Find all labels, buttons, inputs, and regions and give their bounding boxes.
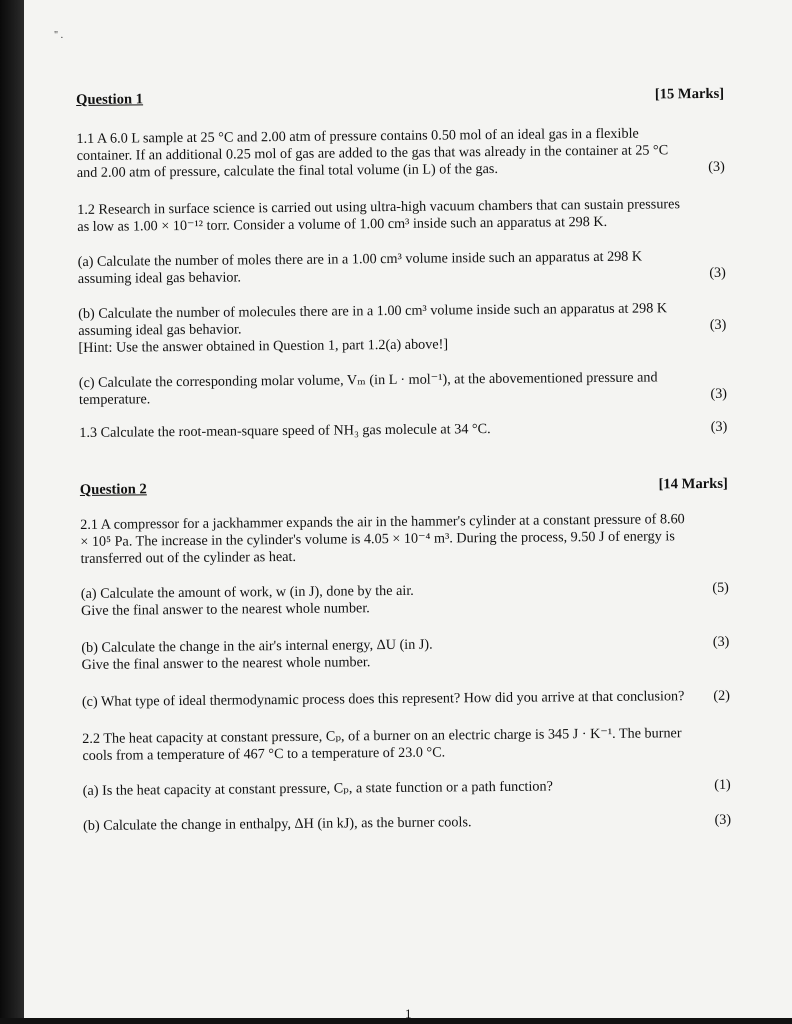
question-marks: (3) xyxy=(714,811,732,828)
question-text: (b) Calculate the change in enthalpy, ΔH (in kJ), as the burner cools. xyxy=(83,814,472,834)
question-2-1-a xyxy=(81,580,729,620)
question-1-marks: [15 Marks] xyxy=(654,85,725,103)
question-1-2 xyxy=(77,196,725,236)
page-number: 1 xyxy=(405,1006,412,1021)
question-text: (c) Calculate the corresponding molar volume, Vₘ (in L · mol⁻¹), at the abovementioned pressure and temperature. xyxy=(78,369,658,408)
question-text: 1.2 Research in surface science is carried out using ultra-high vacuum chambers that can sustain pressures as low as 1.00 × 10⁻¹² torr. Consider a volume of 1.00 cm³ inside such an apparatus at 298 K. xyxy=(77,196,681,235)
question-marks: (1) xyxy=(714,776,731,793)
question-note: Give the final answer to the nearest whole number. xyxy=(80,600,370,619)
exam-content xyxy=(76,80,731,835)
question-text: (a) Calculate the number of moles there are in a 1.00 cm³ volume inside such an apparatus at 298 K assuming ideal gas behavior. xyxy=(77,248,643,287)
question-1-2-b xyxy=(78,300,726,357)
question-2-1-c xyxy=(82,688,730,711)
question-1-1 xyxy=(76,125,724,182)
question-1-2-c xyxy=(79,369,727,409)
question-text: (b) Calculate the change in the air's internal energy, ΔU (in J). xyxy=(81,636,433,656)
question-text: (a) Is the heat capacity at constant pressure, Cₚ, a state function or a path function? xyxy=(82,778,553,799)
scan-border-left xyxy=(0,0,24,1024)
question-hint: [Hint: Use the answer obtained in Question 1, part 1.2(a) above!] xyxy=(78,336,449,356)
scan-specks: " . xyxy=(54,30,64,41)
question-1-3 xyxy=(79,419,727,442)
question-1-2-a xyxy=(78,248,726,288)
question-1-title: Question 1 xyxy=(76,91,144,108)
question-2-title: Question 2 xyxy=(79,481,147,498)
question-2-1-b xyxy=(81,634,729,674)
question-marks: (2) xyxy=(713,687,730,704)
question-text: (b) Calculate the number of molecules there are in a 1.00 cm³ volume inside such an apparatus at 298 K assuming ideal gas behavior. xyxy=(78,300,668,339)
question-2-marks: [14 Marks] xyxy=(658,475,728,493)
question-1-header xyxy=(76,86,724,109)
question-marks: (3) xyxy=(710,418,728,435)
question-text: 2.2 The heat capacity at constant pressure, Cₚ, of a burner on an electric charge is 345 J · K⁻¹. The burner cools from a temperature of 467 °C to a temperature of 23.0 °C. xyxy=(82,725,682,764)
question-note: Give the final answer to the nearest whole number. xyxy=(81,654,371,673)
question-text: 1.3 Calculate the root-mean-square speed of NH₃ gas molecule at 34 °C. xyxy=(79,421,491,441)
question-marks: (3) xyxy=(708,158,725,175)
scan-border-bottom xyxy=(0,1018,792,1024)
question-text: 2.1 A compressor for a jackhammer expands the air in the hammer's cylinder at a constant pressure of 8.60 × 10⁵ Pa. The increase in the cylinder's volume is 4.05 × 10⁻⁴ m³. During the process, 9.50 J of energy is transferred out of the cylinder as heat. xyxy=(80,511,685,567)
question-marks: (3) xyxy=(710,385,728,402)
question-2-1 xyxy=(80,511,728,568)
question-text: (a) Calculate the amount of work, w (in J), done by the air. xyxy=(80,582,414,602)
question-marks: (3) xyxy=(709,316,727,333)
question-marks: (3) xyxy=(709,264,726,281)
question-text: (c) What type of ideal thermodynamic process does this represent? How did you arrive at that conclusion? xyxy=(81,688,685,710)
question-marks: (5) xyxy=(712,579,729,596)
question-2-2-a xyxy=(83,777,731,800)
question-2-header xyxy=(80,476,728,499)
question-2-2 xyxy=(82,725,730,765)
question-text: 1.1 A 6.0 L sample at 25 °C and 2.00 atm of pressure contains 0.50 mol of an ideal gas in a flexible container. If an additional 0.25 mol of gas are added to the gas that was already in the container at 25 °C and 2.00 atm of pressure, calculate the final total volume (in L) of the gas. xyxy=(76,125,669,181)
question-marks: (3) xyxy=(712,633,730,650)
